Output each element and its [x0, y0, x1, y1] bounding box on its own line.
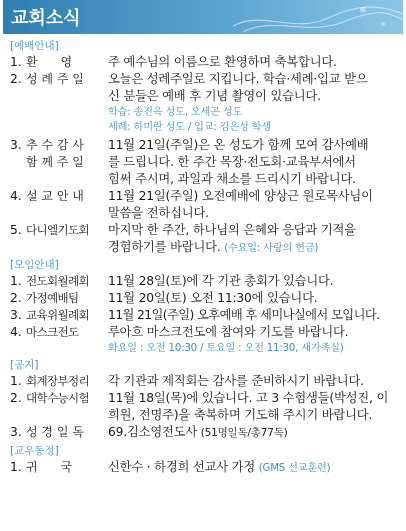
item-text: 11월 20일(토) 오전 11:30에 있습니다. — [108, 291, 318, 305]
page-title: 교회소식 — [11, 8, 81, 29]
section-label-worship: [예배안내] — [10, 40, 59, 52]
item-text: 마지막 한 주간, 하나님의 은혜와 응답과 기적을 경험하기를 바랍니다. (수요일: 사랑의 헌금) — [108, 223, 356, 254]
item-text: 69.김소영전도사 (51명일독/총77독) — [108, 425, 288, 439]
list-item: 2. 성 례 주 일 오늘은 성례주일로 지킵니다. 학습·세례·입교 받으 신 분들은 예배 후 기념 촬영이 있습니다. 학습: 송진옥 성도, 오세곤 성도 세례: 하미란 성도 / 입교: 김은성 학생 — [10, 71, 400, 135]
list-item: 1. 회계장부정리 각 기관과 제직회는 감사를 준비하시기 바랍니다. — [10, 373, 400, 390]
list-item: 4. 설 교 안 내 11월 21일(주일) 오전예배에 양상근 원로목사님이 말씀을 전하십니다. — [10, 188, 400, 222]
item-text: 루아흐 마스크전도에 참여와 기도를 바랍니다. 화요일 : 오전 10:30 / 토요일 : 오전 11:30, 새가족실) — [108, 324, 400, 356]
item-text: 11월 28일(토)에 각 기관 총회가 있습니다. — [108, 274, 334, 288]
item-label: 환 영 — [26, 55, 73, 69]
list-item: 3. 추 수 감 사 함 께 주 일 11월 21일(주일)은 온 성도가 함께 모여 감사예배 를 드립니다. 한 주간 목장·전도회·교육부서에서 힘써 주시며, 과일과 채소를 드리시기 바랍니다. — [10, 137, 400, 188]
item-label: 마스크전도 — [26, 325, 79, 339]
item-label: 성 경 일 독 — [26, 425, 84, 439]
list-item: 1. 귀 국 신한수 · 하경희 선교사 가정 (GMS 선교훈련) — [10, 459, 400, 476]
item-label: 성 례 주 일 — [26, 72, 84, 86]
item-label: 대학수능시험 — [26, 391, 90, 405]
list-item: 4. 마스크전도 루아흐 마스크전도에 참여와 기도를 바랍니다. 화요일 : 오전 10:30 / 토요일 : 오전 11:30, 새가족실) — [10, 324, 400, 356]
item-label: 추 수 감 사 함 께 주 일 — [26, 138, 84, 169]
list-item: 2. 가정예배팀 11월 20일(토) 오전 11:30에 있습니다. — [10, 290, 400, 307]
item-text: 오늘은 성례주일로 지킵니다. 학습·세례·입교 받으 신 분들은 예배 후 기념 촬영이 있습니다. 학습: 송진옥 성도, 오세곤 성도 세례: 하미란 성도 / 입교: 김은성 학생 — [108, 71, 400, 135]
section-label-notices: [공지] — [10, 359, 39, 371]
item-label: 가정예배팀 — [26, 291, 79, 305]
offering-note: (수요일: 사랑의 헌금) — [224, 243, 319, 254]
section-label-meetings: [모임안내] — [10, 259, 59, 271]
list-item: 2. 대학수능시험 11월 18일(목)에 있습니다. 고 3 수험생들(박성진, 이 희원, 전명주)을 축복하며 기도해 주시기 바랍니다. — [10, 390, 400, 424]
list-item: 1. 전도회월례회 11월 28일(토)에 각 기관 총회가 있습니다. — [10, 273, 400, 290]
item-label: 설 교 안 내 — [26, 189, 84, 203]
item-text: 11월 18일(목)에 있습니다. 고 3 수험생들(박성진, 이 희원, 전명주)을 축복하며 기도해 주시기 바랍니다. — [108, 391, 389, 422]
section-header — [3, 0, 403, 34]
item-label: 전도회월례회 — [26, 274, 90, 288]
item-label: 귀 국 — [26, 460, 73, 474]
list-item: 5. 다니엘기도회 마지막 한 주간, 하나님의 은혜와 응답과 기적을 경험하기를 바랍니다. (수요일: 사랑의 헌금) — [10, 222, 400, 256]
item-label: 다니엘기도회 — [26, 223, 90, 237]
item-text: 신한수 · 하경희 선교사 가정 (GMS 선교훈련) — [108, 460, 331, 474]
baptism-note: 세례: 하미란 성도 / 입교: 김은성 학생 — [108, 122, 271, 133]
item-text: 11월 21일(주일)은 온 성도가 함께 모여 감사예배 를 드립니다. 한 주간 목장·전도회·교육부서에서 힘써 주시며, 과일과 채소를 드리시기 바랍니다. — [108, 138, 369, 186]
list-item: 3. 교육위월례회 11월 21일(주일) 오후예배 후 세미나실에서 모입니다. — [10, 307, 400, 324]
item-text: 주 예수님의 이름으로 환영하며 축복합니다. — [108, 55, 337, 69]
training-note: (GMS 선교훈련) — [258, 463, 331, 474]
schedule-note: 화요일 : 오전 10:30 / 토요일 : 오전 11:30, 새가족실) — [108, 343, 344, 354]
item-text: 11월 21일(주일) 오전예배에 양상근 원로목사님이 말씀을 전하십니다. — [108, 189, 373, 220]
list-item: 3. 성 경 일 독 69.김소영전도사 (51명일독/총77독) — [10, 424, 400, 442]
wave-decoration-icon — [233, 0, 403, 34]
item-text: 각 기관과 제직회는 감사를 준비하시기 바랍니다. — [108, 374, 364, 388]
reading-count: (51명일독/총77독) — [200, 427, 288, 439]
baptism-note: 학습: 송진옥 성도, 오세곤 성도 — [108, 107, 243, 118]
list-item: 1. 환 영 주 예수님의 이름으로 환영하며 축복합니다. — [10, 54, 400, 71]
item-text: 11월 21일(주일) 오후예배 후 세미나실에서 모입니다. — [108, 308, 380, 322]
section-label-members: [교우동정] — [10, 445, 59, 457]
item-label: 교육위월례회 — [26, 308, 90, 322]
item-label: 회계장부정리 — [26, 374, 90, 388]
